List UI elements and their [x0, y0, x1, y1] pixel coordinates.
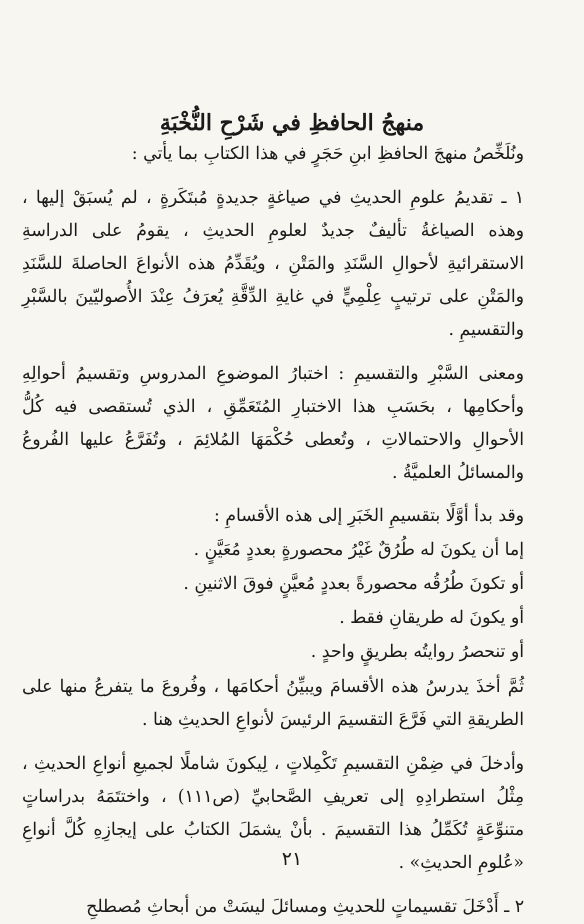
point-one-paragraph: ١ ـ تقديمُ علومِ الحديثِ في صياغةٍ جديدةٍ مُبتَكَرةٍ ، لم يُسبَقْ إليها ، وهذه الصياغةُ تأليفٌ جديدٌ لعلومِ الحديثِ ، يقومُ على الدراسةِ الاستقرائيةِ لأحوالِ السَّنَدِ والمَتْنِ ، ويُقَدِّمُ هذه الأنواعَ الحاصلةَ للسَّنَدِ والمَتْنِ على ترتيبٍ عِلْمِيٍّ في غايةِ الدِّقَّةِ يُعرَفُ عِنْدَ الأُصوليّينَ بالسَّبْرِ والتقسيمِ . [22, 188, 524, 340]
division-item-1: إما أن يكونَ له طُرُقٌ غَيْرُ محصورةٍ بعددٍ مُعَيَّنٍ . [193, 540, 524, 560]
division-intro-line: وقد بدأ أوَّلًا بتقسيمِ الخَبَرِ إلى هذه الأقسامِ : [213, 506, 524, 526]
study-paragraph: ثُمَّ أخذَ يدرسُ هذه الأقسامَ ويبيِّنُ أحكامَها ، وفُروعَ ما يتفرعُ منها على الطريقةِ التي فَرَّعَ التقسيمَ الرئيسَ لأنواعِ الحديثِ هنا . [22, 677, 524, 730]
supplements-paragraph: وأدخلَ في ضِمْنِ التقسيمِ تَكْمِلاتٍ ، لِيكونَ شاملًا لجميعِ أنواعِ الحديثِ ، مِثْلُ استطرادِهِ إلى تعريفِ الصَّحابيِّ (ص١١١) ، واختتَمَهُ بدراساتٍ متنوِّعَةٍ تُكَمِّلُ هذا التقسيمَ . بأنْ يشمَلَ الكتابُ على إيجازِهِ كُلَّ أنواعِ «عُلومِ الحديثِ» . [22, 754, 524, 873]
intro-paragraph: ونُلَخِّصُ منهجَ الحافظِ ابنِ حَجَرٍ في هذا الكتابِ بما يأتي : [131, 144, 524, 164]
division-item-4: أو تنحصرُ روايتُه بطريقٍ واحدٍ . [310, 642, 524, 662]
sabr-taqsim-paragraph: ومعنى السَّبْرِ والتقسيمِ : اختبارُ الموضوعِ المدروسِ وتقسيمُ أحوالِهِ وأحكامِها ، بحَسَبِ هذا الاختبارِ المُتَعَمِّقِ ، الذي تُستقصى فيه كُلُّ الأحوالِ والاحتمالاتِ ، وتُعطى حُكْمَهَا المُلائِمَ ، وتُفَرَّعُ عليها الفُروعُ والمسائلُ العلميَّةُ . [22, 364, 524, 483]
point-two-paragraph: ٢ ـ أَدْخَلَ تقسيماتٍ للحديثِ ومسائلَ ليسَتْ من أبحاثِ مُصطلحِ [86, 897, 524, 917]
page-body [22, 138, 524, 924]
page-title: منهجُ الحافظِ في شَرْحِ النُّخْبَةِ [159, 110, 425, 136]
page-number: ٢١ [281, 848, 303, 870]
division-item-2: أو تكونَ طُرُقُه محصورةً بعددٍ مُعيَّنٍ فوقَ الاثنينِ . [183, 574, 524, 594]
division-item-3: أو يكونَ له طريقانِ فقط . [339, 608, 524, 628]
